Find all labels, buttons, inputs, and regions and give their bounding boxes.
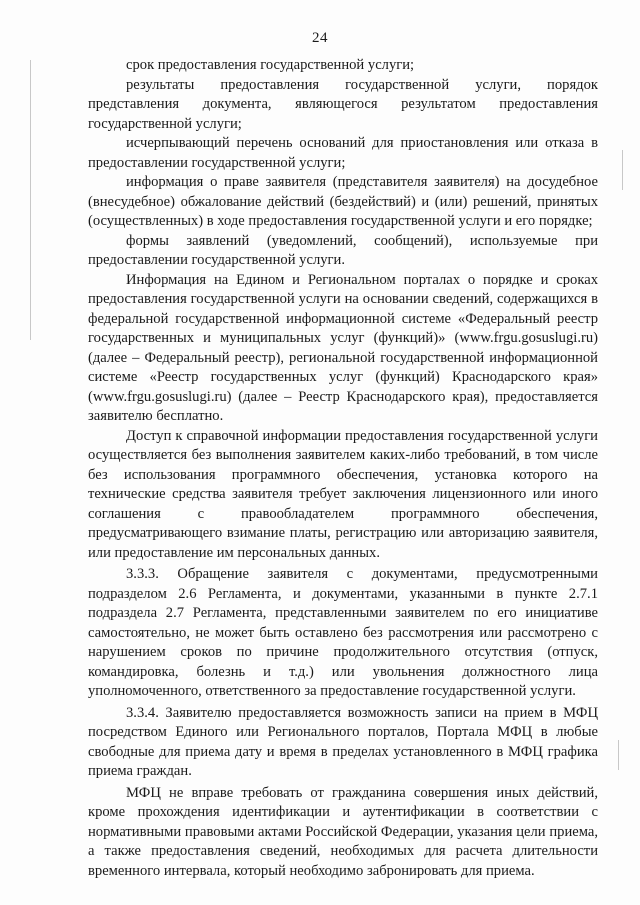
page-number: 24 (312, 30, 328, 46)
paragraph-portal-information: Информация на Едином и Региональном порталах о порядке и сроках предоставления государственной услуги на основании сведений, содержащихся в федеральной государственной информационной системе «Федеральный реестр государственных и муниципальных услуг (функций)» (www.frgu.gosuslugi.ru) (далее – Федеральный реестр), региональной государственной информационной системе «Реестр государственных услуг (функций) Краснодарского края» (www.frgu.gosuslugi.ru) (далее – Реестр Краснодарского края), предоставляется заявителю бесплатно. (88, 271, 598, 424)
document-body (88, 56, 598, 881)
paragraph-refusal-grounds: исчерпывающий перечень оснований для приостановления или отказа в предоставлении государственной услуги; (88, 135, 598, 171)
paragraph-service-results: результаты предоставления государственной услуги, порядок представления документа, являющегося результатом предоставления государственной услуги; (88, 76, 598, 132)
paragraph-mfc-requirements: МФЦ не вправе требовать от гражданина совершения иных действий, кроме прохождения идентификации и аутентификации в соответствии с нормативными правовыми актами Российской Федерации, указания цели приема, а также предоставления сведений, необходимых для расчета длительности временного интервала, который необходимо забронировать для приема. (88, 784, 598, 879)
paragraph-application-forms: формы заявлений (уведомлений, сообщений), используемые при предоставлении государственной услуги. (88, 232, 598, 268)
paragraph-appeal-rights: информация о праве заявителя (представителя заявителя) на досудебное (внесудебное) обжалование действий (бездействий) и (или) решений, принятых (осуществленных) в ходе предоставления государственной услуги и его порядке; (88, 174, 598, 229)
scan-artifact-right (622, 150, 623, 190)
scan-artifact-left (30, 60, 31, 340)
paragraph-3-3-3: 3.3.3. Обращение заявителя с документами, предусмотренными подразделом 2.6 Регламента, и документами, указанными в пункте 2.7.1 подраздела 2.7 Регламента, представленными заявителем по его инициативе самостоятельно, не может быть оставлено без рассмотрения или рассмотрено с нарушением сроков по причине продолжительного отсутствия (отпуск, командировка, болезнь и т.д.) или увольнения должностного лица уполномоченного, ответственного за предоставление государственной услуги. (88, 566, 598, 699)
paragraph-reference-access: Доступ к справочной информации предоставления государственной услуги осуществляется без выполнения заявителем каких-либо требований, в том числе без использования программного обеспечения, установка которого на технические средства заявителя требует заключения лицензионного или иного соглашения с правообладателем программного обеспечения, предусматривающего взимание платы, регистрацию или авторизацию заявителя, или предоставление им персональных данных. (88, 427, 598, 561)
scan-artifact-right-lower (618, 740, 619, 770)
paragraph-3-3-4: 3.3.4. Заявителю предоставляется возможность записи на прием в МФЦ посредством Единого или Регионального порталов, Портала МФЦ в любые свободные для приема дату и время в пределах установленного в МФЦ графика приема граждан. (88, 704, 598, 779)
paragraph-service-term: срок предоставления государственной услуги; (126, 57, 415, 73)
